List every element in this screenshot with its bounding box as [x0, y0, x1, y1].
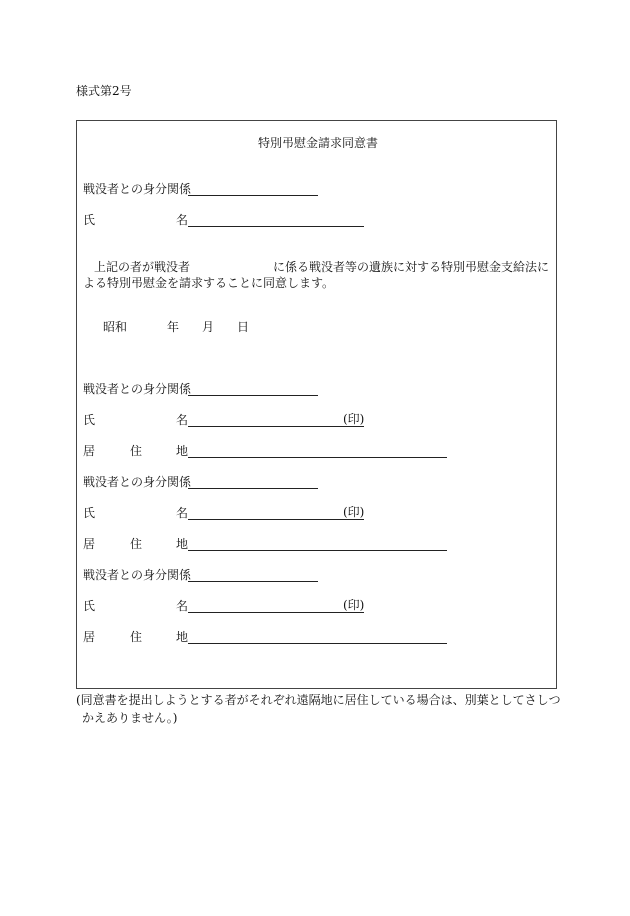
seal-mark: (印): [343, 598, 365, 612]
name-label-2: 名: [176, 213, 189, 227]
consenter-address-label-3: 地: [176, 630, 189, 644]
consenter-relation-label: 戦没者との身分関係: [83, 568, 192, 582]
relation-label: 戦没者との身分関係: [83, 182, 192, 196]
consenter-relation-field[interactable]: [188, 395, 318, 396]
name-label-1: 氏: [83, 213, 96, 227]
form-title: 特別弔慰金請求同意書: [258, 136, 379, 150]
consenter-address-label-2: 住: [130, 630, 143, 644]
consenter-name-label-1: 氏: [83, 506, 96, 520]
consenter-address-label-3: 地: [176, 537, 189, 551]
date-day: 日: [237, 320, 250, 334]
consenter-address-field[interactable]: [188, 457, 447, 458]
consenter-address-label-2: 住: [130, 444, 143, 458]
note-line2: かえありません。): [82, 711, 178, 725]
seal-mark: (印): [343, 505, 365, 519]
consenter-address-label-1: 居: [83, 537, 96, 551]
consenter-address-label-3: 地: [176, 444, 189, 458]
date-year: 年: [167, 320, 180, 334]
consenter-address-label-1: 居: [83, 630, 96, 644]
paragraph-line1a: 上記の者が戦没者: [94, 260, 191, 274]
consenter-address-field[interactable]: [188, 550, 447, 551]
relation-field[interactable]: [188, 195, 318, 196]
name-field[interactable]: [188, 226, 364, 227]
consenter-address-label-1: 居: [83, 444, 96, 458]
date-month: 月: [202, 320, 215, 334]
consenter-relation-label: 戦没者との身分関係: [83, 475, 192, 489]
consenter-name-label-2: 名: [176, 599, 189, 613]
paragraph-line2: よる特別弔慰金を請求することに同意します。: [83, 276, 335, 290]
date-era: 昭和: [103, 320, 128, 334]
consenter-name-label-2: 名: [176, 506, 189, 520]
consenter-relation-field[interactable]: [188, 488, 318, 489]
consenter-name-label-1: 氏: [83, 413, 96, 427]
note-line1: (同意書を提出しようとする者がそれぞれ遠隔地に居住している場合は、別葉としてさしつ: [76, 693, 561, 707]
consenter-name-field[interactable]: [188, 519, 364, 520]
consenter-name-label-1: 氏: [83, 599, 96, 613]
consenter-name-label-2: 名: [176, 413, 189, 427]
consenter-name-field[interactable]: [188, 612, 364, 613]
consenter-address-field[interactable]: [188, 643, 447, 644]
consenter-relation-field[interactable]: [188, 581, 318, 582]
form-box: [76, 120, 557, 689]
seal-mark: (印): [343, 412, 365, 426]
consenter-address-label-2: 住: [130, 537, 143, 551]
consenter-relation-label: 戦没者との身分関係: [83, 382, 192, 396]
form-number: 様式第2号: [76, 84, 132, 98]
consenter-name-field[interactable]: [188, 426, 364, 427]
paragraph-line1b: に係る戦没者等の遺族に対する特別弔慰金支給法に: [273, 260, 550, 274]
